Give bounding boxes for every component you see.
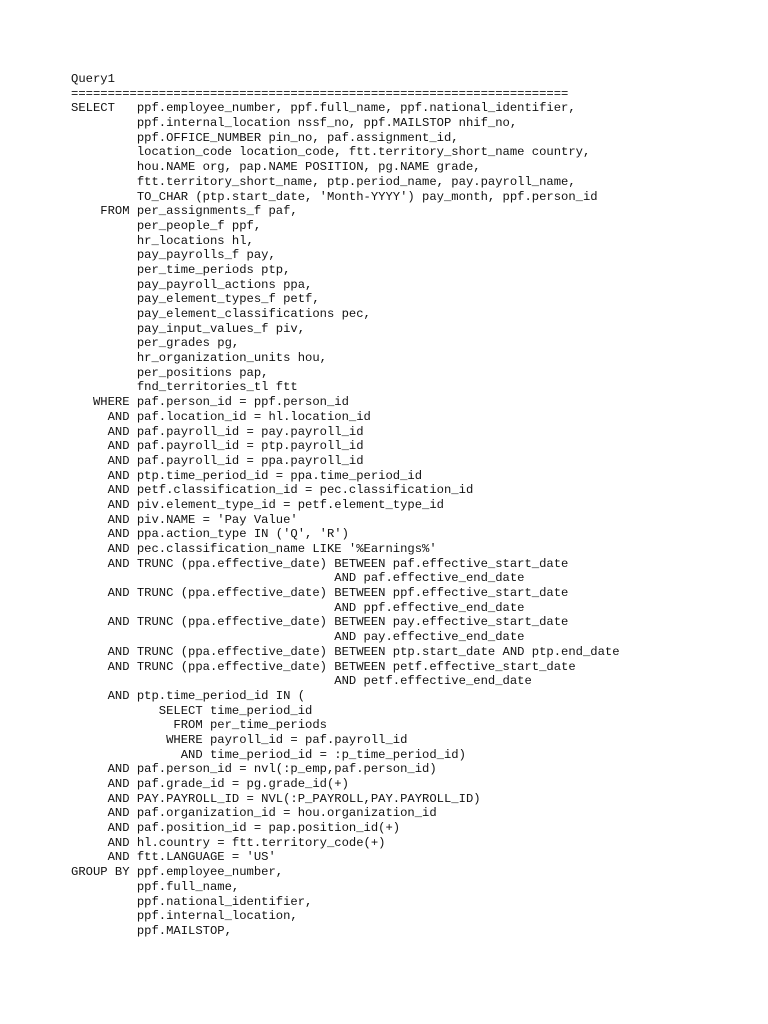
code-line: pay_payrolls_f pay, bbox=[71, 248, 276, 263]
code-line: AND ptp.time_period_id IN ( bbox=[71, 688, 306, 703]
code-line: ftt.territory_short_name, ptp.period_name, pay.payroll_name, bbox=[71, 174, 576, 189]
code-line: FROM per_assignments_f paf, bbox=[71, 204, 298, 219]
code-line: AND petf.effective_end_date bbox=[71, 674, 532, 689]
code-line: AND time_period_id = :p_time_period_id) bbox=[71, 747, 466, 762]
code-line: SELECT time_period_id bbox=[71, 703, 313, 718]
code-line: AND paf.grade_id = pg.grade_id(+) bbox=[71, 777, 349, 791]
code-line: AND paf.location_id = hl.location_id bbox=[71, 409, 371, 424]
code-line: AND TRUNC (ppa.effective_date) BETWEEN ppf.effective_start_date bbox=[71, 586, 569, 601]
code-line: AND pec.classification_name LIKE '%Earnings%' bbox=[71, 542, 437, 556]
code-line: ppf.internal_location, bbox=[71, 909, 298, 924]
code-line: AND paf.position_id = pap.position_id(+) bbox=[71, 821, 401, 836]
code-line: per_positions pap, bbox=[71, 365, 269, 380]
code-line: ppf.full_name, bbox=[71, 879, 240, 894]
code-line: pay_input_values_f piv, bbox=[71, 321, 306, 336]
code-line: hr_locations hl, bbox=[71, 233, 254, 248]
code-line: per_grades pg, bbox=[71, 336, 240, 351]
code-line: AND paf.payroll_id = ptp.payroll_id bbox=[71, 439, 364, 454]
code-line: GROUP BY ppf.employee_number, bbox=[71, 865, 284, 880]
code-line: hr_organization_units hou, bbox=[71, 351, 327, 366]
code-line: AND TRUNC (ppa.effective_date) BETWEEN paf.effective_start_date bbox=[71, 556, 569, 571]
code-line: AND paf.organization_id = hou.organization_id bbox=[71, 806, 437, 821]
code-line: hou.NAME org, pap.NAME POSITION, pg.NAME grade, bbox=[71, 160, 481, 175]
code-line: AND piv.NAME = 'Pay Value' bbox=[71, 512, 298, 527]
code-line: FROM per_time_periods bbox=[71, 718, 327, 733]
code-line: pay_element_classifications pec, bbox=[71, 307, 371, 321]
code-line: TO_CHAR (ptp.start_date, 'Month-YYYY') pay_month, ppf.person_id bbox=[71, 189, 598, 204]
code-line: ppf.OFFICE_NUMBER pin_no, paf.assignment_id, bbox=[71, 130, 459, 145]
code-line: ppf.internal_location nssf_no, ppf.MAILSTOP nhif_no, bbox=[71, 116, 518, 131]
code-line: location_code location_code, ftt.territory_short_name country, bbox=[71, 145, 591, 160]
code-line: AND ppa.action_type IN ('Q', 'R') bbox=[71, 527, 349, 542]
code-line: per_time_periods ptp, bbox=[71, 262, 291, 277]
code-line: ppf.national_identifier, bbox=[71, 894, 313, 909]
code-line: AND ptp.time_period_id = ppa.time_period_id bbox=[71, 468, 423, 483]
document-title: Query1 bbox=[71, 72, 115, 86]
code-line: AND paf.payroll_id = pay.payroll_id bbox=[71, 424, 364, 439]
code-line: AND petf.classification_id = pec.classification_id bbox=[71, 483, 474, 498]
sql-code-block bbox=[71, 101, 751, 938]
code-line: AND TRUNC (ppa.effective_date) BETWEEN petf.effective_start_date bbox=[71, 659, 576, 674]
code-line: ppf.MAILSTOP, bbox=[71, 923, 232, 938]
code-line: AND piv.element_type_id = petf.element_type_id bbox=[71, 497, 444, 512]
code-line: fnd_territories_tl ftt bbox=[71, 380, 298, 395]
code-line: WHERE paf.person_id = ppf.person_id bbox=[71, 395, 349, 410]
code-line: AND paf.effective_end_date bbox=[71, 571, 525, 586]
code-line: AND pay.effective_end_date bbox=[71, 630, 525, 645]
code-line: pay_element_types_f petf, bbox=[71, 292, 320, 307]
document-page bbox=[71, 72, 751, 939]
code-line: per_people_f ppf, bbox=[71, 218, 262, 233]
code-line: AND hl.country = ftt.territory_code(+) bbox=[71, 835, 386, 850]
code-line: AND PAY.PAYROLL_ID = NVL(:P_PAYROLL,PAY.PAYROLL_ID) bbox=[71, 791, 481, 806]
code-line: AND TRUNC (ppa.effective_date) BETWEEN pay.effective_start_date bbox=[71, 615, 569, 630]
code-line: AND TRUNC (ppa.effective_date) BETWEEN ptp.start_date AND ptp.end_date bbox=[71, 644, 620, 659]
code-line: AND ftt.LANGUAGE = 'US' bbox=[71, 850, 276, 865]
separator-line: ==================================================================== bbox=[71, 86, 569, 101]
code-line: SELECT ppf.employee_number, ppf.full_name, ppf.national_identifier, bbox=[71, 101, 576, 116]
code-line: AND paf.payroll_id = ppa.payroll_id bbox=[71, 453, 364, 468]
code-line: WHERE payroll_id = paf.payroll_id bbox=[71, 732, 408, 747]
code-line: AND ppf.effective_end_date bbox=[71, 600, 525, 615]
code-line: AND paf.person_id = nvl(:p_emp,paf.person_id) bbox=[71, 762, 437, 777]
code-line: pay_payroll_actions ppa, bbox=[71, 277, 313, 292]
